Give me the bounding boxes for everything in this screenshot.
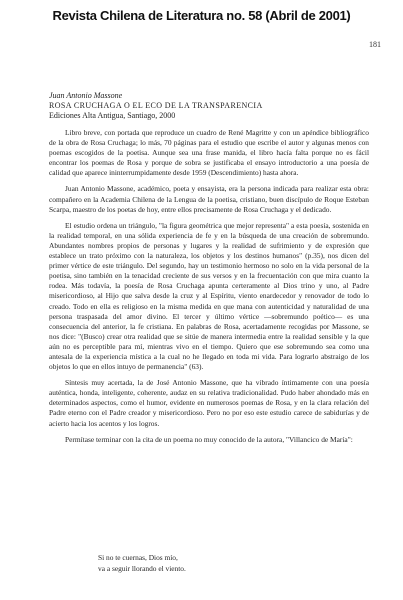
paragraph: Permítase terminar con la cita de un poema no muy conocido de la autora, "Villancico de María": xyxy=(65,434,353,444)
paragraph: Libro breve, con portada que reproduce un cuadro de René Magritte y con un apéndice bibliográfico de la obra de Rosa Cruchaga; lo más, 70 páginas para el estudio que escribe el autor y algunas menos con poemas escogidos de la poetisa. Aunque sea una frase manida, el libro hacía falta porque no es fácil encontrar los poemas de Rosa y porque de sobra se justificaba el ensayo introductorio a una poesía de calidad que aparece ininterrumpidamente desde 1959 (Descendimiento) hasta ahora. xyxy=(49,128,369,178)
running-header: Revista Chilena de Literatura no. 58 (Abril de 2001) xyxy=(52,8,351,23)
review-body xyxy=(49,128,369,451)
review-author: Juan Antonio Massone xyxy=(49,91,123,100)
paragraph: El estudio ordena un triángulo, "la figura geométrica que mejor representa" a esta poesía, sostenida en la realidad temporal, en una sólida experiencia de fe y en la búsqueda de una creación de sobremundo. Abundantes nombres propios de personas y lugares y la realidad de sufrimiento y de expresión que establece un trato próximo con la naturaleza, los objetos y los destinos humanos" (p.35), nos dicen del primer vértice de este triángulo. Del segundo, hay un testimonio hermoso no solo en la vida personal de la poetisa, sino también en la tenacidad creciente de sus versos y en la frecuentación con que mira cuanto la rodea. Más todavía, la poesía de Rosa Cruchaga apunta certeramente al Dios trino y uno, al Padre misericordioso, al Hijo que salva desde la cruz y al Espíritu, viento enardecedor y renovador de todo lo creado. Todo en ella es religioso en la misma medida en que mana con autenticidad y naturalidad de una persona traspasada del amor divino. El tercer y último vértice —sobremundo poético— es una consecuencia del anterior, la fe cristiana. En palabras de Rosa, acertadamente recogidas por Massone, se nos dice: "(Busco) crear otra realidad que se sitúe de manera intermedia entre la realidad sensible y la que aún no es perceptible para mí, mientras vivo en el tiempo. Quiero que ese sobremundo sea como una antesala de la experiencia mística a la cual no he llegado en toda mi vida. Para lograrlo abstraigo de los objetos lo que en ellos intuyo de permanencia" (63). xyxy=(49,220,369,372)
poem-quote xyxy=(98,552,186,574)
review-publication: Ediciones Alta Antigua, Santiago, 2000 xyxy=(49,111,176,120)
paragraph: Síntesis muy acertada, la de José Antonio Massone, que ha vibrado íntimamente con una poesía auténtica, honda, inteligente, coherente, audaz en su relativa tradicionalidad. Pudo haber ahondado más en determinados aspectos, como el humor, evidente en numerosos poemas de Rosa, y en la clara relación del Padre eterno con el Padre creador y misericordioso. Pero no por eso este estudio carece de sabidurías y de acierto hacia los acentos y los logros. xyxy=(49,378,369,428)
page-number: 181 xyxy=(369,40,381,49)
paragraph: Juan Antonio Massone, académico, poeta y ensayista, era la persona indicada para realizar esta obra: compañero en la Academia Chilena de la Lengua de la poetisa, cristiano, buen discípulo de Roque Esteban Scarpa, maestro de los poetas de hoy, entre ellos precisamente de Rosa Cruchaga y el dedicado. xyxy=(49,184,369,214)
review-title: ROSA CRUCHAGA O EL ECO DE LA TRANSPARENCIA xyxy=(49,101,263,110)
poem-line: Si no te cuernas, Dios mío, xyxy=(98,553,178,562)
poem-line: va a seguir llorando el viento. xyxy=(98,564,186,573)
